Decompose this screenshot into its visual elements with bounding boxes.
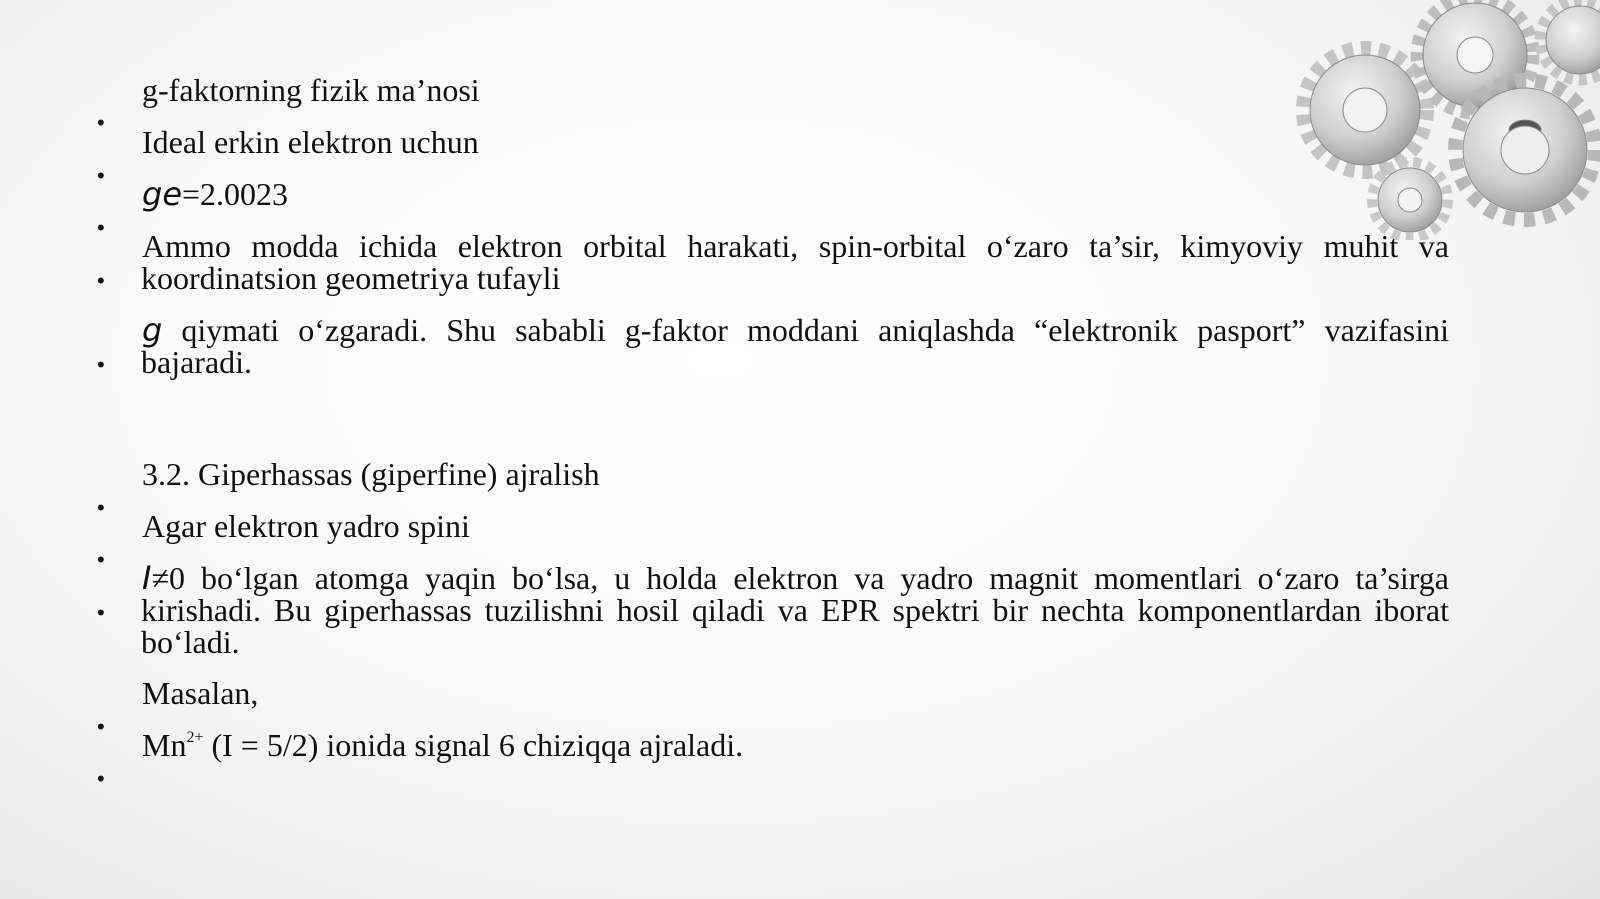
bullet	[97, 171, 107, 181]
formula-value: =2.0023	[182, 176, 289, 212]
formula-ge	[142, 175, 1450, 213]
bullet	[97, 360, 107, 370]
bullet	[97, 503, 107, 513]
bullet	[97, 722, 107, 732]
list-item	[141, 559, 1449, 660]
list-item	[142, 729, 1450, 761]
paragraph-text: ≠0 bo‘lgan atomga yaqin bo‘lsa, u holda elektron va yadro magnit momentlari o‘zaro ta’sirga kirishadi. Bu giperhassas tuzilishni hosil qiladi va EPR spektri bir nechta komponentlardan iborat bo‘ladi.	[141, 560, 1449, 660]
bullet	[97, 223, 107, 233]
heading-g-factor: g-faktorning fizik ma’nosi	[142, 72, 480, 108]
bullet	[97, 276, 107, 286]
paragraph-text: Ammo modda ichida elektron orbital harakati, spin-orbital o‘zaro ta’sir, kimyoviy muhit va koordinatsion geometriya tufayli	[141, 228, 1449, 296]
heading-hyperfine: 3.2. Giperhassas (giperfine) ajralish	[142, 456, 600, 492]
math-symbol: ge	[142, 175, 182, 213]
math-symbol: I	[142, 559, 152, 597]
list-item: Ideal erkin elektron uchun	[142, 124, 479, 160]
paragraph-text: (I = 5/2) ionida signal 6 chiziqqa ajraladi.	[203, 727, 744, 763]
list-item: Masalan,	[142, 675, 259, 711]
element-symbol: Mn	[142, 727, 187, 763]
bullet	[97, 118, 107, 128]
paragraph-text: qiymati o‘zgaradi. Shu sababli g-faktor moddani aniqlashda “elektronik pasport” vazifasini bajaradi.	[141, 312, 1449, 380]
bullet	[97, 774, 107, 784]
bullet	[97, 555, 107, 565]
charge-superscript: 2+	[186, 729, 204, 746]
bullet	[97, 608, 107, 618]
math-symbol: g	[142, 311, 163, 349]
list-item	[141, 230, 1449, 294]
list-item: Agar elektron yadro spini	[142, 508, 470, 544]
list-item	[141, 311, 1449, 380]
